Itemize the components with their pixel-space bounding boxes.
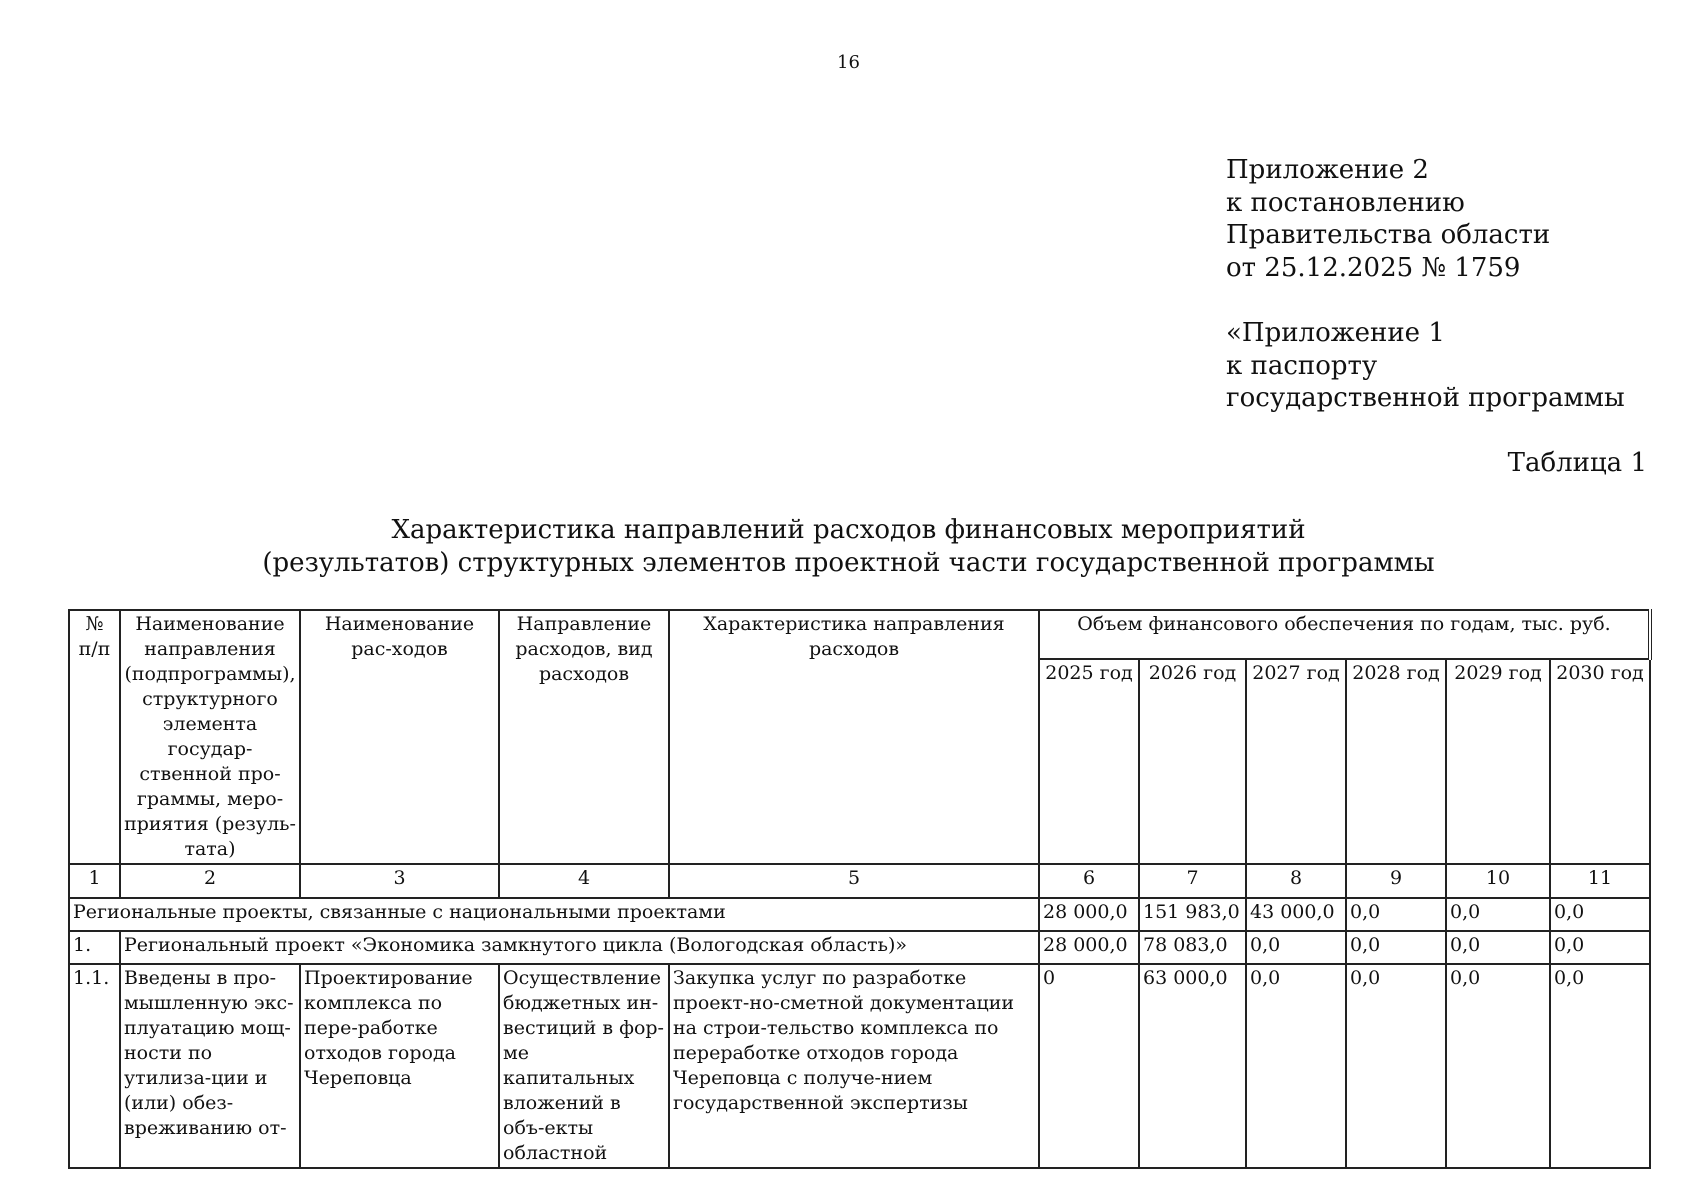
table-label: Таблица 1 <box>1507 448 1647 478</box>
item-value: 0,0 <box>1446 964 1550 1168</box>
header-expense-name: Наименование рас-ходов <box>300 610 499 864</box>
item-num: 1.1. <box>69 964 120 1168</box>
summary-value: 0,0 <box>1346 898 1446 931</box>
header-year: 2027 год <box>1246 659 1346 864</box>
item-value: 0 <box>1039 964 1139 1168</box>
project-value: 0,0 <box>1550 931 1650 964</box>
column-number: 2 <box>120 864 300 898</box>
item-value: 63 000,0 <box>1139 964 1246 1168</box>
header-year: 2029 год <box>1446 659 1550 864</box>
project-num: 1. <box>69 931 120 964</box>
appendix-line: от 25.12.2025 № 1759 <box>1226 252 1521 283</box>
document-title <box>0 514 1697 580</box>
title-line-2: (результатов) структурных элементов проектной части государственной программы <box>262 548 1435 578</box>
appendix-block <box>1226 154 1625 415</box>
item-expense: Проектирование комплекса по пере-работке отходов города Череповца <box>300 964 499 1168</box>
summary-label: Региональные проекты, связанные с национальными проектами <box>69 898 1039 931</box>
summary-value: 43 000,0 <box>1246 898 1346 931</box>
header-year: 2026 год <box>1139 659 1246 864</box>
table-row <box>69 898 1650 931</box>
column-number: 11 <box>1550 864 1650 898</box>
appendix-line: «Приложение 1 <box>1226 318 1445 348</box>
item-characteristic: Закупка услуг по разработке проект-но-сметной документации на строи-тельство комплекса по переработке отходов города Череповца с получе-нием государственной экспертизы <box>669 964 1039 1168</box>
project-value: 0,0 <box>1446 931 1550 964</box>
expenses-table <box>68 609 1652 1169</box>
column-number: 9 <box>1346 864 1446 898</box>
header-characteristic: Характеристика направления расходов <box>669 610 1039 864</box>
summary-value: 28 000,0 <box>1039 898 1139 931</box>
table-row <box>69 931 1650 964</box>
appendix-line: государственной программы <box>1226 383 1625 413</box>
summary-value: 0,0 <box>1550 898 1650 931</box>
header-funding: Объем финансового обеспечения по годам, тыс. руб. <box>1039 610 1650 659</box>
header-direction-name: Наименование направления (подпрограммы), структурного элемента государ-ственной про-граммы, меро-приятия (резуль-тата) <box>120 610 300 864</box>
title-line-1: Характеристика направлений расходов финансовых мероприятий <box>391 515 1306 545</box>
column-number: 5 <box>669 864 1039 898</box>
item-value: 0,0 <box>1246 964 1346 1168</box>
item-value: 0,0 <box>1346 964 1446 1168</box>
project-value: 0,0 <box>1346 931 1446 964</box>
project-label: Региональный проект «Экономика замкнутого цикла (Вологодская область)» <box>120 931 1039 964</box>
header-num: № п/п <box>69 610 120 864</box>
header-year: 2028 год <box>1346 659 1446 864</box>
column-number: 3 <box>300 864 499 898</box>
header-expense-direction: Направление расходов, вид расходов <box>499 610 669 864</box>
table-row <box>69 964 1650 1168</box>
project-value: 28 000,0 <box>1039 931 1139 964</box>
column-number: 10 <box>1446 864 1550 898</box>
column-number: 4 <box>499 864 669 898</box>
project-value: 0,0 <box>1246 931 1346 964</box>
appendix-line: к паспорту <box>1226 350 1378 381</box>
column-number: 8 <box>1246 864 1346 898</box>
column-number: 1 <box>69 864 120 898</box>
column-number: 7 <box>1139 864 1246 898</box>
summary-value: 151 983,0 <box>1139 898 1246 931</box>
header-year: 2025 год <box>1039 659 1139 864</box>
header-year: 2030 год <box>1550 659 1650 864</box>
item-value: 0,0 <box>1550 964 1650 1168</box>
item-direction: Осуществление бюджетных ин-вестиций в фор-ме капитальных вложений в объ-екты областной <box>499 964 669 1168</box>
appendix-line: Приложение 2 <box>1226 155 1429 185</box>
summary-value: 0,0 <box>1446 898 1550 931</box>
item-name: Введены в про-мышленную экс-плуатацию мощ-ности по утилиза-ции и (или) обез-вреживанию от- <box>120 964 300 1168</box>
appendix-line: Правительства области <box>1226 220 1551 250</box>
page-number: 16 <box>837 52 860 73</box>
column-number: 6 <box>1039 864 1139 898</box>
project-value: 78 083,0 <box>1139 931 1246 964</box>
appendix-line: к постановлению <box>1226 187 1465 218</box>
